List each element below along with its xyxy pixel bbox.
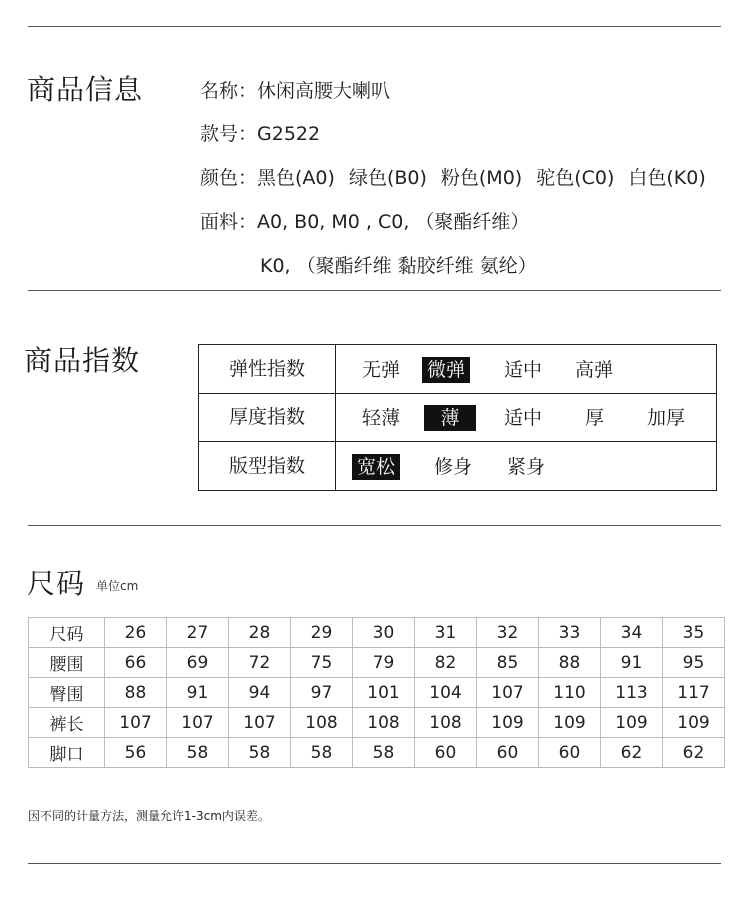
size-table-row <box>29 738 725 768</box>
size-cell: 107 <box>167 708 229 738</box>
size-title: 尺码 <box>27 567 86 600</box>
name-label: 名称： <box>200 80 258 102</box>
size-cell: 33 <box>539 618 601 648</box>
size-cell: 58 <box>353 738 415 768</box>
size-cell: 88 <box>105 678 167 708</box>
index-option: 轻薄 <box>362 407 401 429</box>
size-cell: 82 <box>415 648 477 678</box>
size-cell: 79 <box>353 648 415 678</box>
color-option: 黑色(A0) <box>257 167 335 189</box>
index-option: 加厚 <box>647 407 686 429</box>
size-cell: 30 <box>353 618 415 648</box>
index-label: 弹性指数 <box>199 345 336 393</box>
size-cell: 75 <box>291 648 353 678</box>
size-cell: 113 <box>601 678 663 708</box>
style-line <box>200 119 320 146</box>
index-option-selected: 薄 <box>424 405 476 431</box>
size-row-label: 臀围 <box>29 678 105 708</box>
size-cell: 60 <box>477 738 539 768</box>
index-label: 版型指数 <box>199 442 336 490</box>
color-label: 颜色： <box>200 167 258 189</box>
size-cell: 34 <box>601 618 663 648</box>
size-cell: 95 <box>663 648 725 678</box>
size-cell: 109 <box>539 708 601 738</box>
size-cell: 97 <box>291 678 353 708</box>
size-cell: 58 <box>291 738 353 768</box>
size-cell: 109 <box>601 708 663 738</box>
color-option: 白色(K0) <box>628 167 706 189</box>
size-cell: 109 <box>663 708 725 738</box>
fabric-line-2 <box>260 251 537 278</box>
size-cell: 109 <box>477 708 539 738</box>
index-label: 厚度指数 <box>199 393 336 441</box>
size-table <box>28 617 725 768</box>
size-table-row <box>29 708 725 738</box>
size-cell: 27 <box>167 618 229 648</box>
size-table-row <box>29 678 725 708</box>
index-table <box>198 344 717 491</box>
size-table-row <box>29 648 725 678</box>
color-option: 粉色(M0) <box>440 167 523 189</box>
index-option: 适中 <box>504 359 543 381</box>
style-label: 款号： <box>200 123 258 145</box>
index-row-elasticity <box>199 345 716 394</box>
index-option-selected: 宽松 <box>352 454 400 480</box>
size-cell: 60 <box>539 738 601 768</box>
divider <box>28 525 721 526</box>
size-cell: 56 <box>105 738 167 768</box>
index-option: 适中 <box>504 407 543 429</box>
index-option: 厚 <box>585 407 605 429</box>
index-option: 无弹 <box>362 359 401 381</box>
color-option: 绿色(B0) <box>348 167 427 189</box>
color-option: 驼色(C0) <box>536 167 615 189</box>
name-value: 休闲高腰大喇叭 <box>257 80 391 102</box>
fabric-value-1: A0, B0, M0 , C0, （聚酯纤维） <box>257 211 530 233</box>
fabric-label: 面料： <box>200 211 258 233</box>
style-value: G2522 <box>257 123 321 145</box>
size-cell: 107 <box>477 678 539 708</box>
index-option-selected: 微弹 <box>422 357 470 383</box>
size-unit: 单位cm <box>96 579 139 593</box>
bottom-divider <box>28 863 721 864</box>
size-cell: 62 <box>601 738 663 768</box>
index-option: 高弹 <box>575 359 614 381</box>
size-cell: 29 <box>291 618 353 648</box>
size-cell: 58 <box>167 738 229 768</box>
size-cell: 117 <box>663 678 725 708</box>
size-cell: 108 <box>291 708 353 738</box>
size-cell: 58 <box>229 738 291 768</box>
size-cell: 26 <box>105 618 167 648</box>
index-row-fit <box>199 442 716 490</box>
size-cell: 101 <box>353 678 415 708</box>
size-cell: 72 <box>229 648 291 678</box>
size-cell: 85 <box>477 648 539 678</box>
size-cell: 66 <box>105 648 167 678</box>
fabric-line <box>200 207 529 234</box>
size-cell: 35 <box>663 618 725 648</box>
product-index-title: 商品指数 <box>24 344 141 377</box>
size-table-row <box>29 618 725 648</box>
product-info-title: 商品信息 <box>27 73 144 106</box>
index-option: 紧身 <box>507 456 546 478</box>
fabric-value-2: K0, （聚酯纤维 黏胶纤维 氨纶） <box>260 255 537 277</box>
index-option: 修身 <box>434 456 473 478</box>
size-cell: 107 <box>229 708 291 738</box>
size-cell: 32 <box>477 618 539 648</box>
size-cell: 28 <box>229 618 291 648</box>
size-cell: 69 <box>167 648 229 678</box>
size-cell: 107 <box>105 708 167 738</box>
top-divider <box>28 26 721 27</box>
size-cell: 91 <box>601 648 663 678</box>
measurement-note: 因不同的计量方法，测量允许1-3cm内误差。 <box>28 809 270 823</box>
size-cell: 110 <box>539 678 601 708</box>
size-row-label: 脚口 <box>29 738 105 768</box>
size-cell: 94 <box>229 678 291 708</box>
size-cell: 31 <box>415 618 477 648</box>
index-row-thickness <box>199 393 716 442</box>
size-cell: 88 <box>539 648 601 678</box>
size-cell: 108 <box>415 708 477 738</box>
size-cell: 91 <box>167 678 229 708</box>
divider <box>28 290 721 291</box>
name-line <box>200 76 390 103</box>
color-line <box>200 163 706 190</box>
size-row-label: 裤长 <box>29 708 105 738</box>
size-cell: 104 <box>415 678 477 708</box>
size-cell: 60 <box>415 738 477 768</box>
size-cell: 108 <box>353 708 415 738</box>
size-row-label: 腰围 <box>29 648 105 678</box>
size-cell: 62 <box>663 738 725 768</box>
size-row-label: 尺码 <box>29 618 105 648</box>
